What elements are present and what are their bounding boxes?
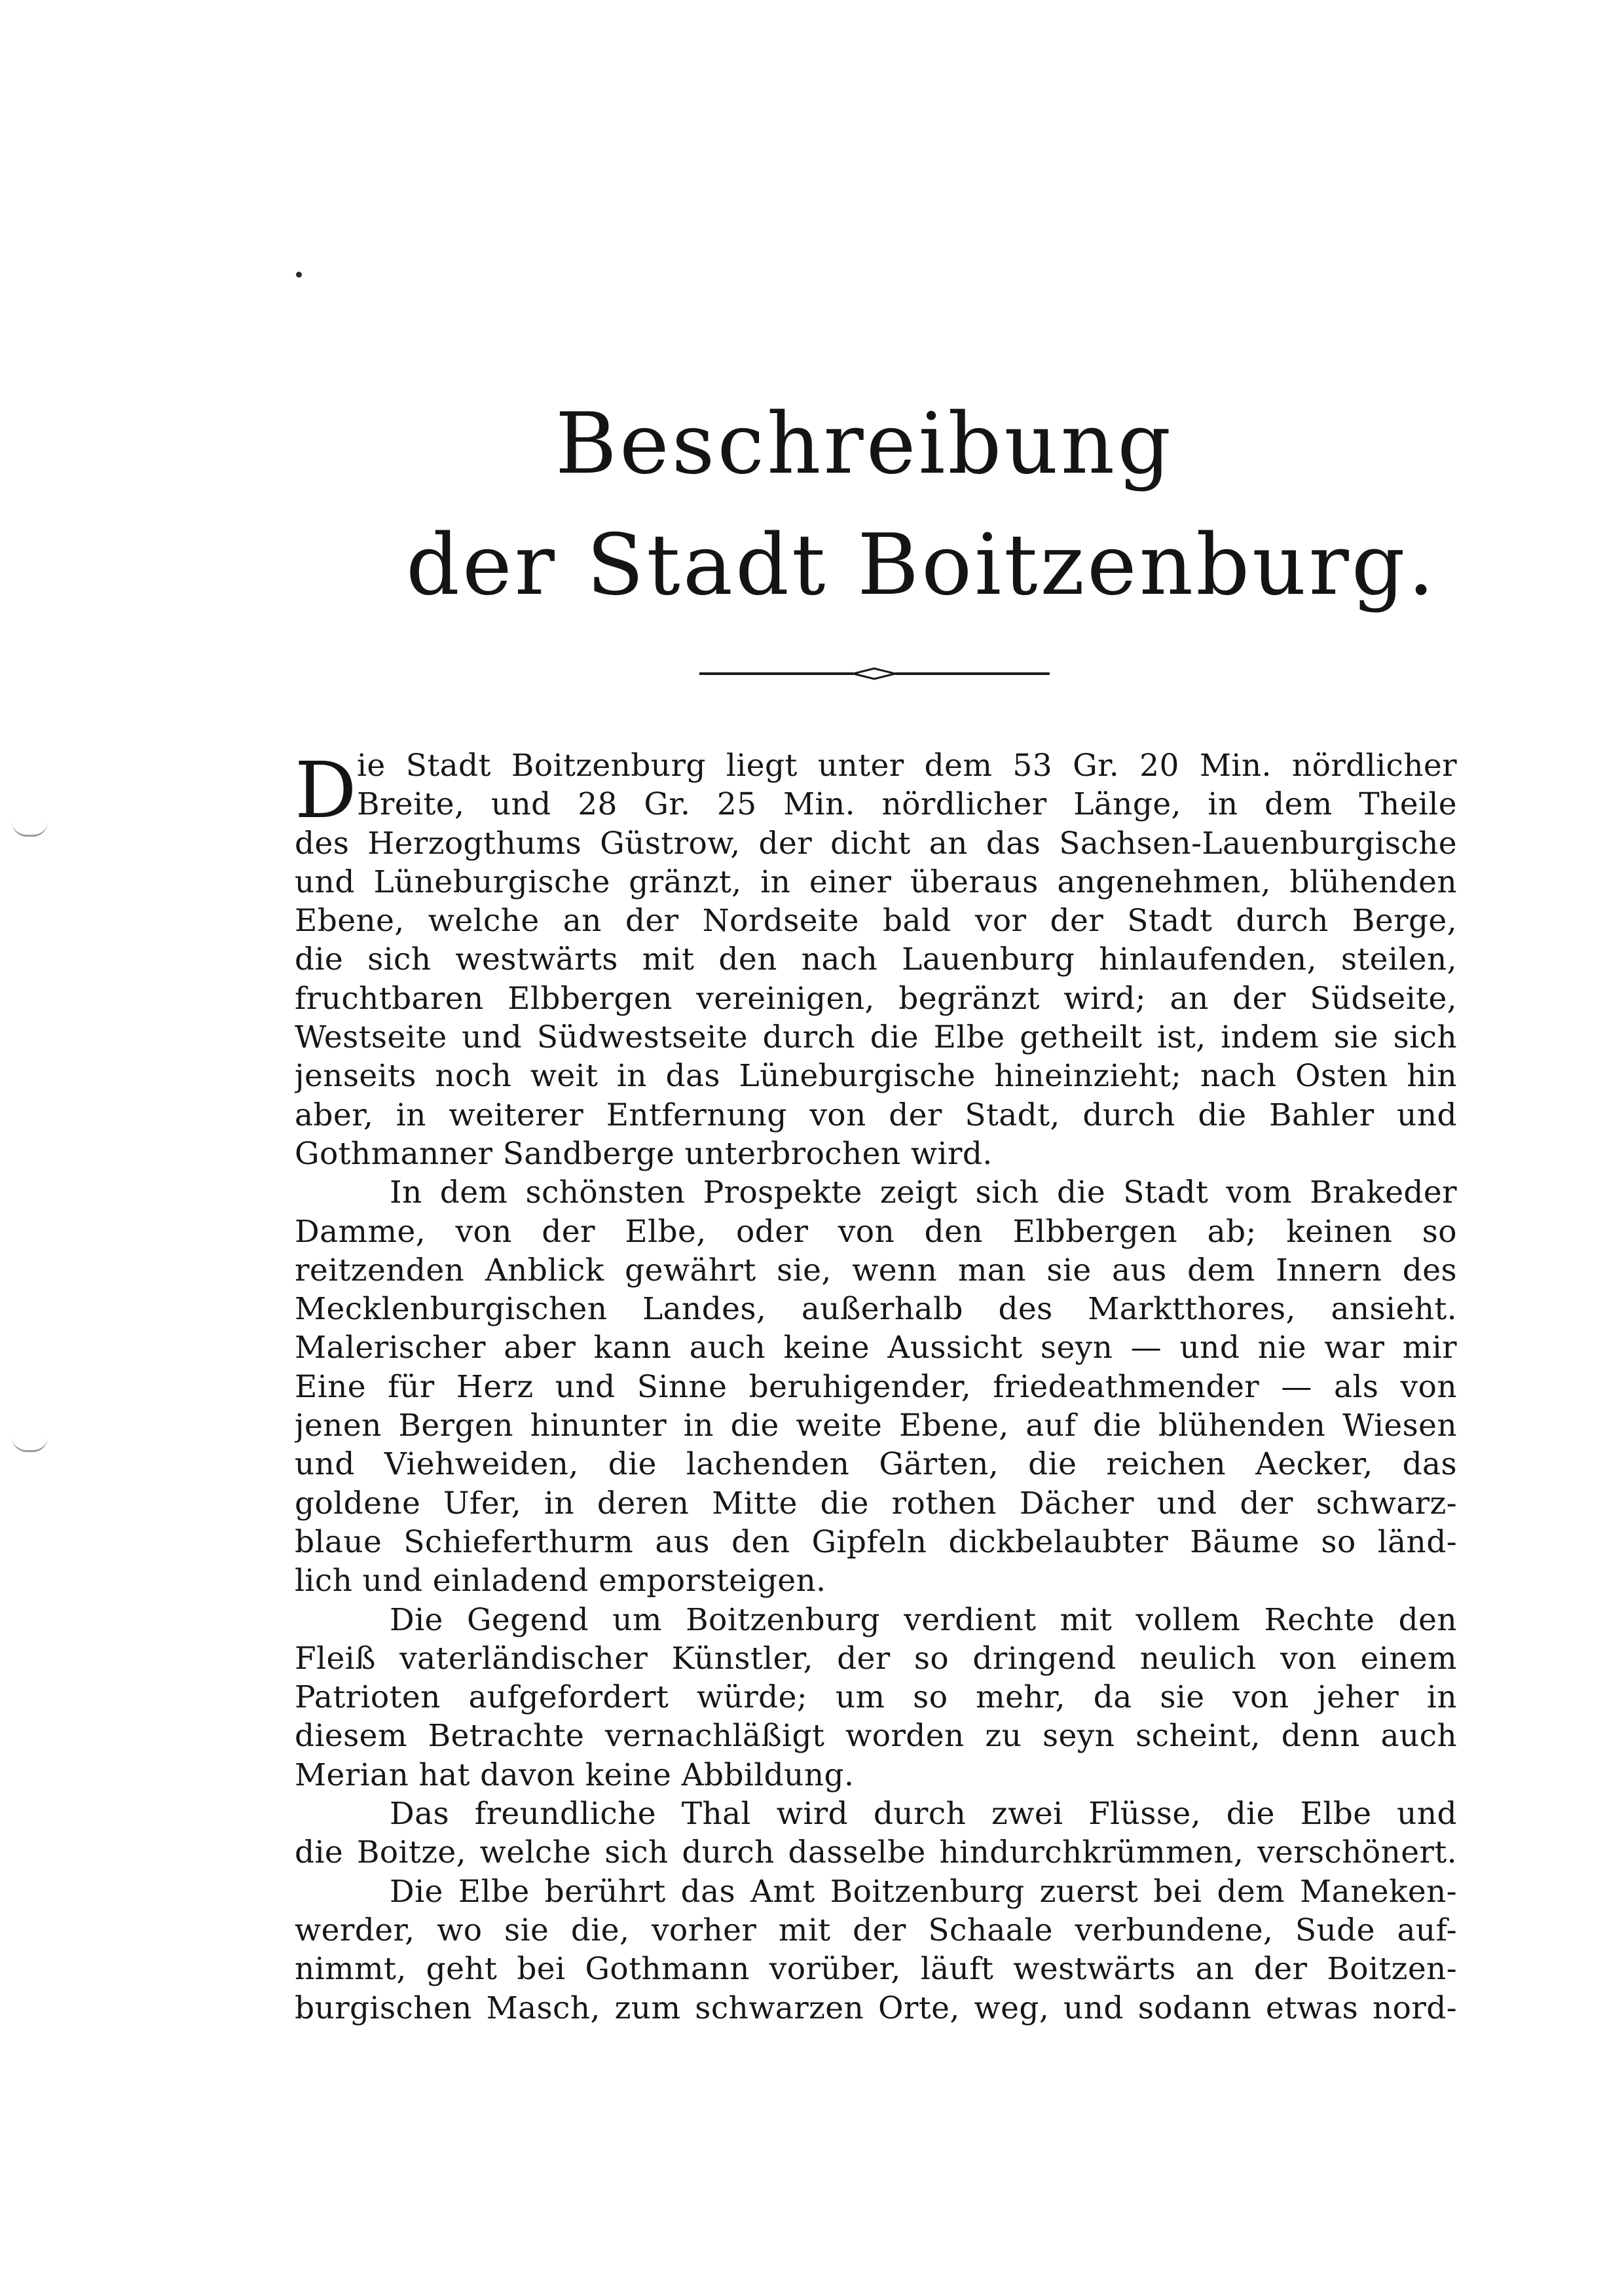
text-line: Gothmanner Sandberge unterbrochen wird. bbox=[295, 1135, 993, 1172]
text-line: Malerischer aber kann auch keine Aussicht seyn — und nie war mir bbox=[295, 1330, 1457, 1366]
text-line: blaue Schieferthurm aus den Gipfeln dickbelaubter Bäume so länd- bbox=[295, 1523, 1457, 1560]
ink-speck bbox=[296, 272, 302, 278]
page-title: Beschreibung bbox=[555, 395, 1174, 493]
text-line: Die Gegend um Boitzenburg verdient mit vollem Rechte den bbox=[390, 1601, 1457, 1638]
text-line: reitzenden Anblick gewährt sie, wenn man sie aus dem Innern des bbox=[295, 1252, 1457, 1288]
text-line: fruchtbaren Elbbergen vereinigen, begränzt wird; an der Südseite, bbox=[295, 980, 1457, 1017]
text-line: diesem Betrachte vernachläßigt worden zu seyn scheint, denn auch bbox=[295, 1718, 1457, 1755]
drop-cap: D bbox=[295, 745, 357, 835]
text-line: des Herzogthums Güstrow, der dicht an das Sachsen-Lauenburgische bbox=[295, 825, 1457, 862]
opening-lines bbox=[357, 746, 1457, 824]
text-line: die sich westwärts mit den nach Lauenburg hinlaufenden, steilen, bbox=[295, 941, 1457, 978]
text-line: Mecklenburgischen Landes, außerhalb des Marktthores, ansieht. bbox=[295, 1291, 1457, 1328]
text-line: die Boitze, welche sich durch dasselbe hindurchkrümmen, verschönert. bbox=[295, 1834, 1457, 1871]
text-line: Patrioten aufgefordert würde; um so mehr, da sie von jeher in bbox=[295, 1679, 1457, 1716]
text-line: Westseite und Südwestseite durch die Elbe getheilt ist, indem sie sich bbox=[295, 1019, 1457, 1056]
text-line: jenen Bergen hinunter in die weite Ebene, auf die blühenden Wiesen bbox=[295, 1408, 1457, 1444]
text-line: In dem schönsten Prospekte zeigt sich die Stadt vom Brakeder bbox=[390, 1175, 1457, 1211]
text-line: Die Elbe berührt das Amt Boitzenburg zuerst bei dem Maneken- bbox=[390, 1873, 1457, 1910]
page-subtitle: der Stadt Boitzenburg. bbox=[406, 517, 1437, 614]
text-line: Merian hat davon keine Abbildung. bbox=[295, 1757, 855, 1793]
margin-mark bbox=[12, 1437, 48, 1452]
text-line: aber, in weiterer Entfernung von der Stadt, durch die Bahler und bbox=[295, 1097, 1457, 1133]
text-line: lich und einladend emporsteigen. bbox=[295, 1563, 826, 1599]
text-line: nimmt, geht bei Gothmann vorüber, läuft westwärts an der Boitzen- bbox=[295, 1951, 1457, 1988]
text-line: ie Stadt Boitzenburg liegt unter dem 53 Gr. 20 Min. nördlicher bbox=[357, 748, 1457, 784]
margin-mark bbox=[12, 822, 48, 837]
text-line: Breite, und 28 Gr. 25 Min. nördlicher Länge, in dem Theile bbox=[357, 786, 1457, 823]
body-text bbox=[295, 824, 1457, 2028]
text-line: jenseits noch weit in das Lüneburgische hineinzieht; nach Osten hin bbox=[295, 1058, 1457, 1095]
text-line: goldene Ufer, in deren Mitte die rothen Dächer und der schwarz- bbox=[295, 1485, 1457, 1522]
text-line: Damme, von der Elbe, oder von den Elbbergen ab; keinen so bbox=[295, 1213, 1457, 1250]
text-line: und Lüneburgische gränzt, in einer überaus angenehmen, blühenden bbox=[295, 864, 1457, 900]
text-line: Fleiß vaterländischer Künstler, der so dringend neulich von einem bbox=[295, 1640, 1457, 1677]
ornamental-rule bbox=[699, 665, 1050, 683]
text-line: Das freundliche Thal wird durch zwei Flüsse, die Elbe und bbox=[390, 1796, 1457, 1832]
text-line: werder, wo sie die, vorher mit der Schaale verbundene, Sude auf- bbox=[295, 1912, 1457, 1948]
text-line: burgischen Masch, zum schwarzen Orte, weg, und sodann etwas nord- bbox=[295, 1990, 1457, 2026]
text-line: und Viehweiden, die lachenden Gärten, die reichen Aecker, das bbox=[295, 1446, 1457, 1483]
text-line: Ebene, welche an der Nordseite bald vor der Stadt durch Berge, bbox=[295, 903, 1457, 939]
text-line: Eine für Herz und Sinne beruhigender, friedeathmender — als von bbox=[295, 1368, 1457, 1405]
